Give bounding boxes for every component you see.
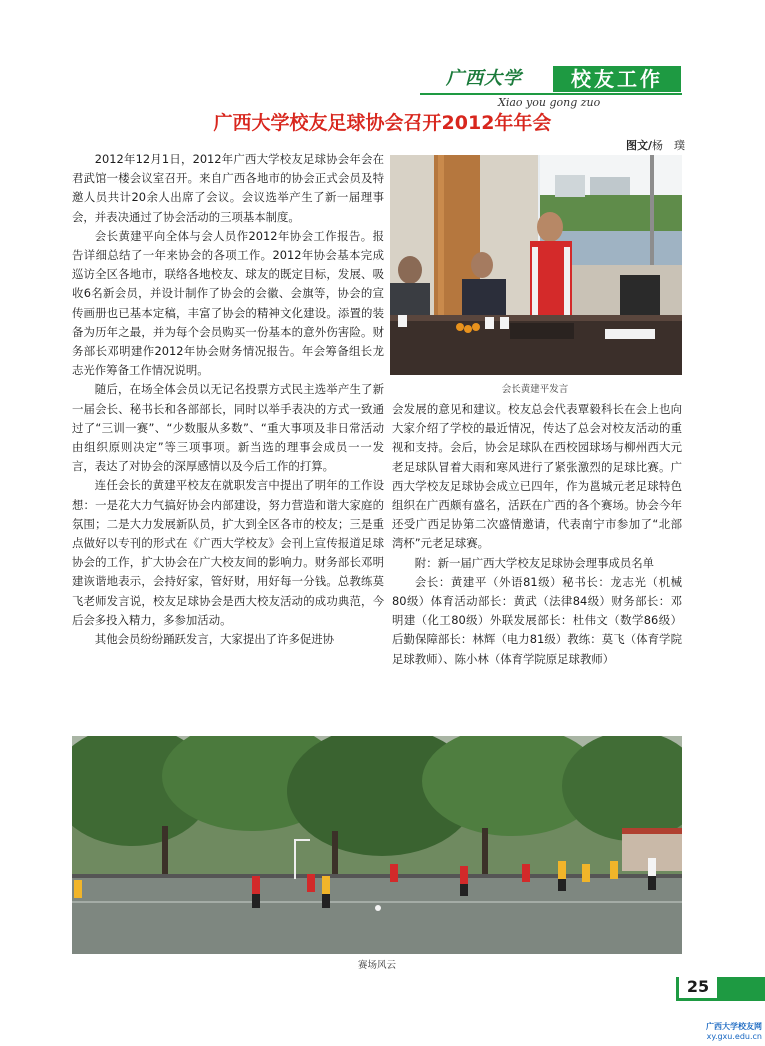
byline — [590, 137, 685, 153]
page-number: 25 — [679, 976, 717, 998]
article-body-right — [392, 400, 682, 669]
section-title: 校友工作 — [553, 66, 681, 92]
paragraph: 连任会长的黄建平校友在就职发言中提出了明年的工作设想：一是花大力气搞好协会内部建设，努力营造和谐大家庭的氛围；二是大力发展新队员，扩大到全区各市的校友；三是重点做好以专刊的形式在《广西大学校友》会刊上宣传报道足球协会的工作，扩大协会在广大校友间的影响力。财务部长邓明建诙谐地表示，会持好家，管好财，用好每一分钱。总教练莫飞老师发言说，校友足球协会是西大校友活动的成功典范，今后会多投入精力，多参加活动。 — [72, 478, 384, 627]
match-photo-illustration — [72, 736, 682, 954]
paragraph: 会长黄建平向全体与会人员作2012年协会工作报告。报告详细总结了一年来协会的各项工作。2012年协会基本完成巡访全区各地市，联络各地校友、球友的既定目标，发展、吸收6名新会员，并设计制作了协会的会徽、会旗等，协会的宣传画册也已基本定稿，丰富了协会的精神文化建设。添置的装备为历年之最，并为每个会员购买一份基本的意外伤害险。财务部长邓明建作2012年协会财务情况报告。年会筹备组长龙志光作筹备工作情况说明。 — [72, 228, 384, 378]
article-body-left — [72, 150, 384, 649]
header-divider — [420, 93, 682, 95]
website-url: xy.gxu.edu.cn — [706, 1032, 762, 1041]
meeting-photo-caption: 会长黄建平发言 — [501, 384, 569, 395]
appendix-heading: 附：新一届广西大学校友足球协会理事成员名单 — [414, 555, 655, 570]
author-name: 杨 璞 — [652, 139, 685, 152]
paragraph: 随后，在场全体会员以无记名投票方式民主选举产生了新一届会长、秘书长和各部部长，同时以举手表决的方式一致通过了“三训一赛”、“少数服从多数”、“重大事项及非日常活动由组织原则决定”等三项事项。新当选的理事会成员一一发言，表达了对协会的深厚感情以及今后工作的打算。 — [72, 382, 384, 474]
paragraph: 会发展的意见和建议。校友总会代表覃毅科长在会上也向大家介绍了学校的最近情况，传达了总会对校友活动的重视和支持。会后，协会足球队在西校园球场与柳州西大元老足球队冒着大雨和寒风进行了紧张激烈的足球比赛。广西大学校友足球协会成立已四年，作为邕城元老足球特色组织在广西颇有盛名，活跃在广西的各个赛场。协会今年还受广西足协第二次盛情邀请，代表南宁市参加了“北部湾杯”元老足球赛。 — [392, 402, 682, 551]
meeting-photo-illustration — [390, 155, 682, 375]
header-brand-logo: 广西大学 — [446, 68, 522, 89]
match-photo — [72, 736, 682, 954]
section-subtitle: Xiao you gong zuo — [498, 96, 601, 109]
council-member-list: 会长：黄建平（外语81级）秘书长：龙志光（机械80级）体育活动部长：黄武（法律84级）财务部长：邓明建（化工80级）外联发展部长：杜伟文（数学86级）后勤保障部长：林辉（电力81级）教练：莫飞（体育学院足球教师）、陈小林（体育学院原足球教师） — [392, 574, 682, 666]
website-name: 广西大学校友网 — [706, 1022, 762, 1031]
match-photo-caption: 赛场风云 — [357, 960, 396, 971]
paragraph: 其他会员纷纷踊跃发言，大家提出了许多促进协 — [94, 632, 335, 647]
meeting-photo — [390, 155, 682, 375]
article-title: 广西大学校友足球协会召开2012年年会 — [213, 112, 552, 134]
byline-label: 图文/ — [625, 139, 652, 152]
paragraph: 2012年12月1日，2012年广西大学校友足球协会年会在君武馆一楼会议室召开。来自广西各地市的协会正式会员及特邀人员共计20余人出席了会议。会议选举产生了新一届理事会，并表决通过了协会活动的三项基本制度。 — [72, 152, 384, 224]
